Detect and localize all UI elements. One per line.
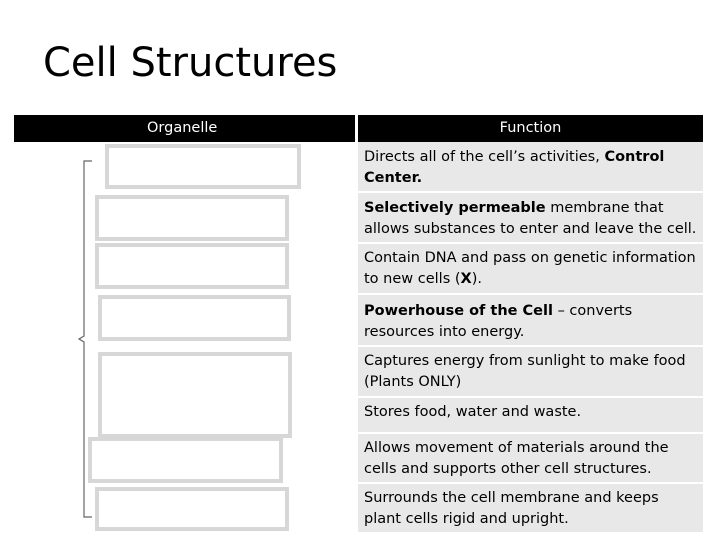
organelle-answer-box[interactable] (105, 144, 301, 189)
function-text-segment: Surrounds the cell membrane and keeps plant cells rigid and upright. (364, 490, 659, 527)
organelle-answer-box[interactable] (88, 437, 283, 483)
organelle-answer-box[interactable] (95, 487, 289, 531)
function-row (358, 193, 703, 244)
function-text-segment: Contain DNA and pass on genetic information to new cells ( (364, 250, 696, 287)
function-text (364, 351, 699, 393)
organelle-answer-box[interactable] (98, 352, 292, 438)
function-text-segment: Selectively permeable (364, 200, 546, 216)
function-text (364, 198, 699, 240)
function-row (358, 295, 703, 347)
function-row (358, 347, 703, 398)
function-text (364, 147, 699, 189)
function-text (364, 402, 699, 423)
function-text-segment: Allows movement of materials around the cells and supports other cell structures. (364, 440, 669, 477)
organelle-answer-box[interactable] (95, 243, 289, 289)
function-text-segment: membrane that allows substances to enter and leave the cell. (364, 200, 697, 237)
organelle-header-label: Organelle (147, 120, 218, 136)
organelle-answer-box[interactable] (95, 195, 289, 241)
function-text-segment: – converts resources into energy. (364, 303, 633, 340)
function-text (364, 438, 699, 480)
function-row (358, 244, 703, 295)
function-text-segment: X (460, 271, 472, 287)
function-text-segment: Stores food, water and waste. (364, 404, 582, 420)
function-column-header: Function (358, 115, 703, 142)
function-row (358, 398, 703, 434)
function-text-segment: Directs all of the cell’s activities, (364, 149, 605, 165)
function-row (358, 142, 703, 193)
page-title: Cell Structures (43, 40, 338, 86)
function-text-segment: ). (471, 271, 482, 287)
function-row (358, 484, 703, 534)
function-text-segment: Control Center. (364, 149, 665, 186)
function-row (358, 434, 703, 484)
function-text-segment: Captures energy from sunlight to make food (Plants ONLY) (364, 353, 686, 390)
organelle-answer-box[interactable] (98, 295, 291, 341)
function-text-segment: Powerhouse of the Cell (364, 303, 553, 319)
function-text (364, 301, 699, 343)
function-text (364, 488, 699, 530)
organelle-column-header (14, 115, 355, 142)
function-text (364, 248, 699, 290)
